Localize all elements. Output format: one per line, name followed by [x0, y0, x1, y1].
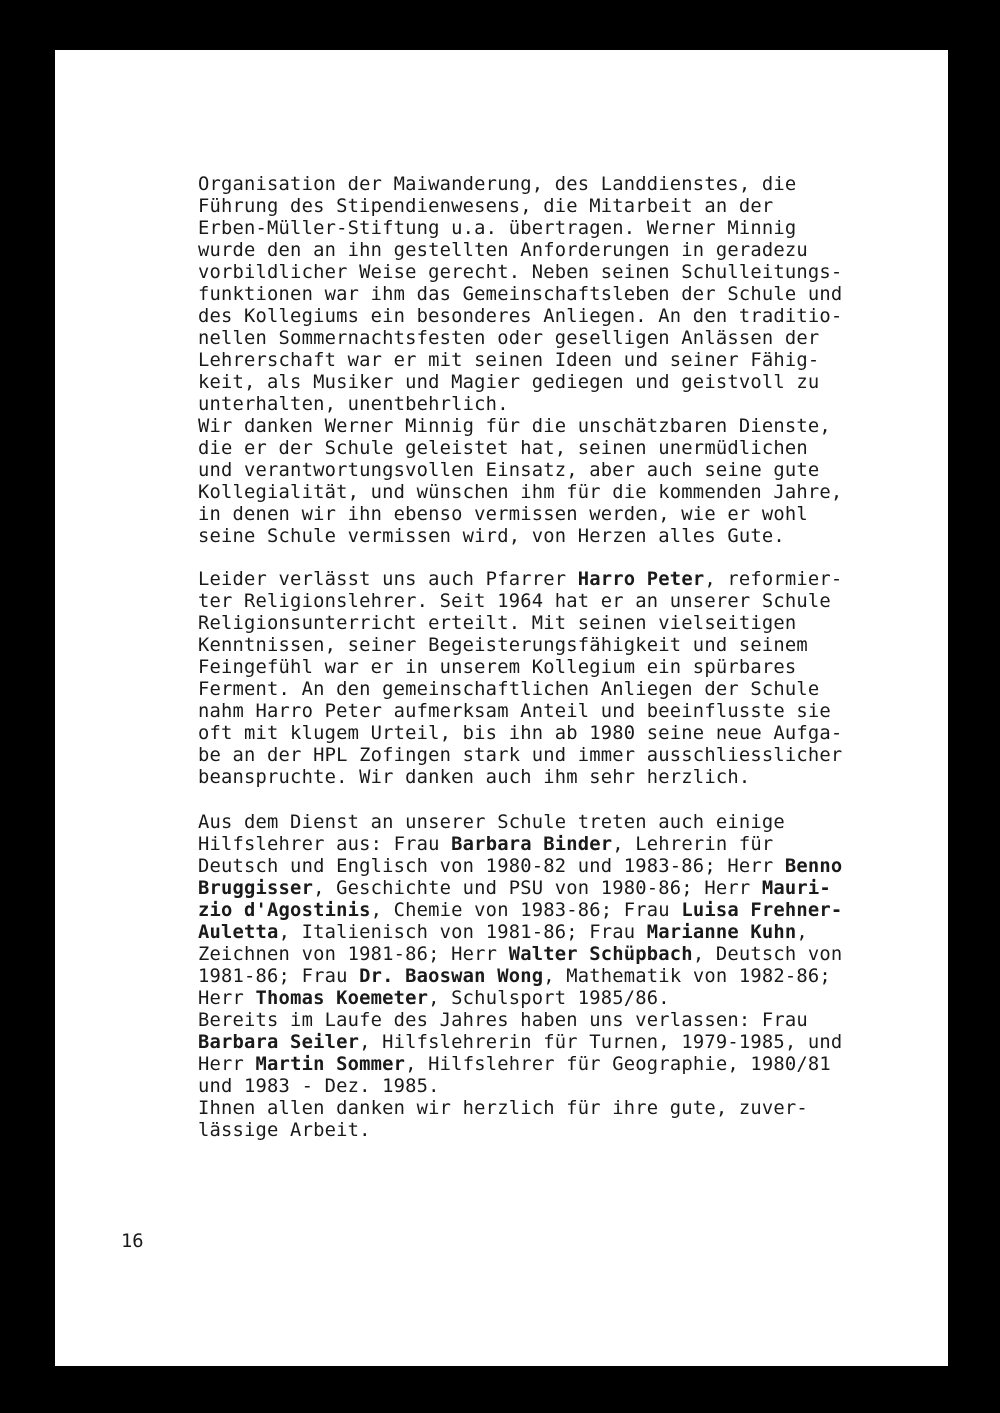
text-run: , reformier-	[704, 569, 843, 590]
text-line	[198, 591, 918, 613]
text-line	[198, 306, 918, 328]
text-line	[198, 526, 918, 548]
bold-name-run: Auletta	[198, 922, 279, 943]
bold-name-run: Mauri-	[761, 878, 831, 899]
text-run: , Hilfslehrer für Geographie, 1980/81	[405, 1054, 831, 1075]
text-line	[198, 1010, 918, 1032]
text-line	[198, 856, 918, 878]
text-line	[198, 613, 918, 635]
text-line	[198, 966, 918, 988]
text-run: nellen Sommernachtsfesten oder geselligen Anlässen der	[198, 328, 820, 349]
text-line	[198, 679, 918, 701]
text-line	[198, 284, 918, 306]
bold-name-run: Walter Schüpbach	[508, 944, 693, 965]
text-line	[198, 372, 918, 394]
text-run: Bereits im Laufe des Jahres haben uns verlassen: Frau	[198, 1010, 808, 1031]
text-line	[198, 460, 918, 482]
bold-name-run: Luisa Frehner-	[681, 900, 843, 921]
text-line	[198, 504, 918, 526]
text-run: lässige Arbeit.	[198, 1120, 371, 1141]
text-run: , Deutsch von	[692, 944, 843, 965]
text-line	[198, 922, 918, 944]
text-run: Hilfslehrer aus: Frau	[198, 834, 452, 855]
text-run: seine Schule vermissen wird, von Herzen alles Gute.	[198, 526, 785, 547]
text-run: unterhalten, unentbehrlich.	[198, 394, 509, 415]
text-line	[198, 1054, 918, 1076]
text-run: Erben-Müller-Stiftung u.a. übertragen. Werner Minnig	[198, 218, 797, 239]
text-line	[198, 1032, 918, 1054]
paragraph-minnig-tribute	[198, 174, 918, 548]
bold-name-run: Marianne Kuhn	[646, 922, 797, 943]
bold-name-run: Dr. Baoswan Wong	[359, 966, 544, 987]
text-run: be an der HPL Zofingen stark und immer ausschliesslicher	[198, 745, 843, 766]
text-run: ,	[796, 922, 808, 943]
text-line	[198, 834, 918, 856]
bold-name-run: Thomas Koemeter	[255, 988, 429, 1009]
text-run: Aus dem Dienst an unserer Schule treten auch einige	[198, 812, 785, 833]
bold-name-run: Martin Sommer	[255, 1054, 406, 1075]
text-run: Ferment. An den gemeinschaftlichen Anliegen der Schule	[198, 679, 820, 700]
paragraph-hilfslehrer	[198, 812, 918, 1142]
text-run: , Italienisch von 1981-86; Frau	[278, 922, 647, 943]
text-line	[198, 328, 918, 350]
bold-name-run: zio d'Agostinis	[198, 900, 371, 921]
text-line	[198, 767, 918, 789]
text-run: Herr	[198, 1054, 256, 1075]
text-run: Führung des Stipendienwesens, die Mitarbeit an der	[198, 196, 774, 217]
paragraph-harro-peter	[198, 569, 918, 789]
text-line	[198, 812, 918, 834]
text-run: des Kollegiums ein besonderes Anliegen. An den traditio-	[198, 306, 843, 327]
text-run: , Mathematik von 1982-86;	[543, 966, 831, 987]
text-run: Wir danken Werner Minnig für die unschätzbaren Dienste,	[198, 416, 831, 437]
text-run: Deutsch und Englisch von 1980-82 und 1983-86; Herr	[198, 856, 785, 877]
text-line	[198, 1076, 918, 1098]
text-run: Organisation der Maiwanderung, des Landdienstes, die	[198, 174, 797, 195]
bold-name-run: Bruggisser	[198, 878, 314, 899]
text-line	[198, 394, 918, 416]
text-line	[198, 569, 918, 591]
text-run: Zeichnen von 1981-86; Herr	[198, 944, 509, 965]
text-line	[198, 745, 918, 767]
text-line	[198, 1098, 918, 1120]
text-run: Herr	[198, 988, 256, 1009]
bold-name-run: Barbara Binder	[451, 834, 613, 855]
text-run: beanspruchte. Wir danken auch ihm sehr herzlich.	[198, 767, 751, 788]
text-line	[198, 657, 918, 679]
text-run: und verantwortungsvollen Einsatz, aber auch seine gute	[198, 460, 820, 481]
text-run: Kenntnissen, seiner Begeisterungsfähigkeit und seinem	[198, 635, 808, 656]
text-run: Feingefühl war er in unserem Kollegium ein spürbares	[198, 657, 797, 678]
text-line	[198, 218, 918, 240]
text-run: die er der Schule geleistet hat, seinen unermüdlichen	[198, 438, 808, 459]
text-line	[198, 900, 918, 922]
text-line	[198, 878, 918, 900]
text-run: , Lehrerin für	[612, 834, 774, 855]
text-run: Lehrerschaft war er mit seinen Ideen und seiner Fähig-	[198, 350, 820, 371]
text-run: Leider verlässt uns auch Pfarrer	[198, 569, 578, 590]
text-line	[198, 635, 918, 657]
text-run: , Hilfslehrerin für Turnen, 1979-1985, und	[359, 1032, 843, 1053]
text-line	[198, 174, 918, 196]
text-run: , Chemie von 1983-86; Frau	[370, 900, 682, 921]
text-run: Religionsunterricht erteilt. Mit seinen vielseitigen	[198, 613, 797, 634]
page-number: 16	[121, 1231, 144, 1252]
text-run: Kollegialität, und wünschen ihm für die kommenden Jahre,	[198, 482, 843, 503]
text-line	[198, 196, 918, 218]
text-line	[198, 240, 918, 262]
text-run: , Schulsport 1985/86.	[428, 988, 670, 1009]
text-run: und 1983 - Dez. 1985.	[198, 1076, 440, 1097]
text-line	[198, 350, 918, 372]
text-run: , Geschichte und PSU von 1980-86; Herr	[313, 878, 762, 899]
text-line	[198, 416, 918, 438]
bold-name-run: Harro Peter	[577, 569, 705, 590]
text-line	[198, 701, 918, 723]
text-line	[198, 723, 918, 745]
text-line	[198, 438, 918, 460]
text-run: wurde den an ihn gestellten Anforderungen in geradezu	[198, 240, 808, 261]
text-run: funktionen war ihm das Gemeinschaftsleben der Schule und	[198, 284, 843, 305]
text-line	[198, 262, 918, 284]
text-run: oft mit klugem Urteil, bis ihn ab 1980 seine neue Aufga-	[198, 723, 843, 744]
bold-name-run: Benno	[784, 856, 843, 877]
text-run: Ihnen allen danken wir herzlich für ihre gute, zuver-	[198, 1098, 808, 1119]
text-line	[198, 944, 918, 966]
text-run: nahm Harro Peter aufmerksam Anteil und beeinflusste sie	[198, 701, 831, 722]
text-run: 1981-86; Frau	[198, 966, 360, 987]
text-line	[198, 482, 918, 504]
text-run: in denen wir ihn ebenso vermissen werden, wie er wohl	[198, 504, 808, 525]
text-line	[198, 988, 918, 1010]
text-run: vorbildlicher Weise gerecht. Neben seinen Schulleitungs-	[198, 262, 843, 283]
text-run: ter Religionslehrer. Seit 1964 hat er an unserer Schule	[198, 591, 831, 612]
text-line	[198, 1120, 918, 1142]
document-page	[55, 50, 948, 1366]
bold-name-run: Barbara Seiler	[198, 1032, 360, 1053]
text-run: keit, als Musiker und Magier gediegen und geistvoll zu	[198, 372, 820, 393]
